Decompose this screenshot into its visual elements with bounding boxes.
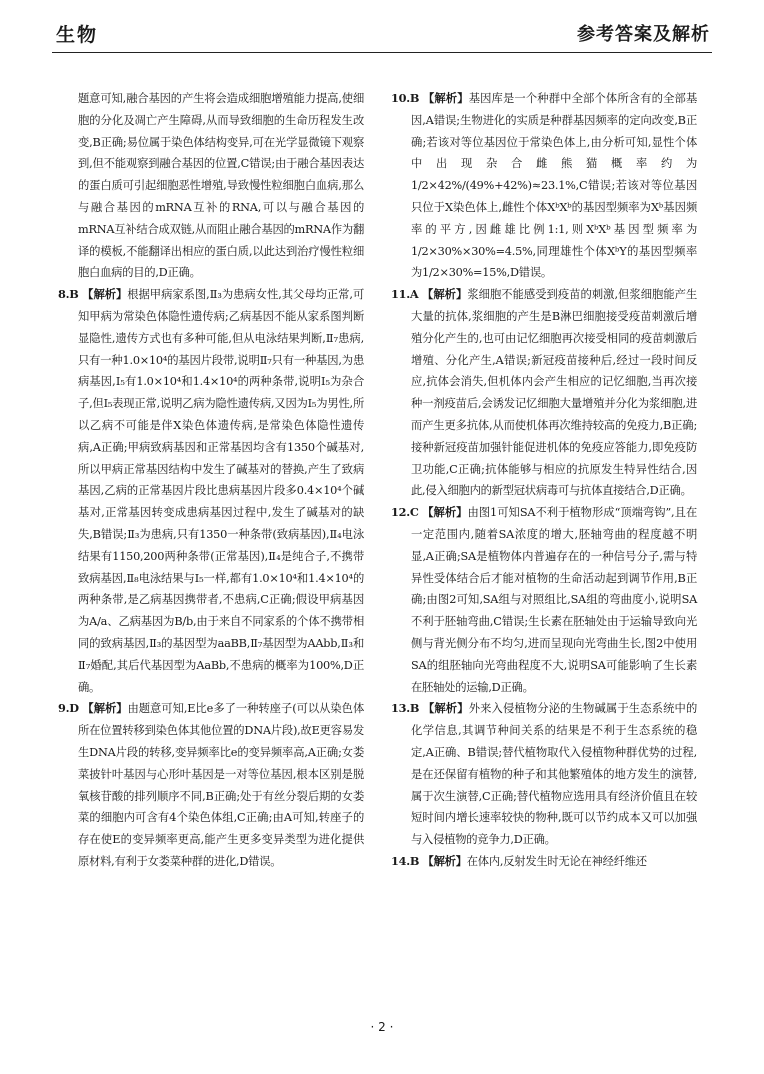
answer-item-10	[391, 88, 697, 284]
answer-number: 11.A	[391, 287, 419, 302]
analysis-tag: 【解析】	[82, 701, 128, 716]
answer-text: 在体内,反射发生时无论在神经纤维还	[466, 854, 647, 868]
answer-number: 8.B	[58, 287, 79, 302]
section-title: 参考答案及解析	[577, 24, 710, 45]
header-rule	[52, 52, 712, 53]
analysis-tag: 【解析】	[422, 287, 468, 302]
answer-text: 外来入侵植物分泌的生物碱属于生态系统中的化学信息,其调节种间关系的结果是不利于生态系统的稳定,A正确、B错误;替代植物取代入侵植物种群优势的过程,是在还保留有植物的种子和其他繁殖体的地方发生的演替,属于次生演替,C正确;替代植物应选用具有经济价值且在较短时间内增长速率较快的物种,既可以节约成本又可以加强与入侵植物的竞争力,D正确。	[411, 702, 697, 847]
answer-item-8	[58, 284, 364, 698]
analysis-tag: 【解析】	[422, 505, 468, 520]
answer-text: 浆细胞不能感受到疫苗的刺激,但浆细胞能产生大量的抗体,浆细胞的产生是B淋巴细胞接受疫苗刺激后增殖分化产生的,也可由记忆细胞再次接受相同的疫苗刺激后增殖、分化产生,A错误;新冠疫苗接种后,经过一段时间反应,抗体会消失,但机体内会产生相应的记忆细胞,当再次接种一剂疫苗后,会诱发记忆细胞大量增殖并分化为浆细胞,进而产生更多抗体,从而使机体再次维持较高的免疫力,B正确;接种新冠疫苗加强针能促进机体的免疫应答能力,即免疫防卫功能,C正确;抗体能够与相应的抗原发生特异性结合,因此,侵入细胞内的新型冠状病毒可与抗体直接结合,D正确。	[411, 288, 698, 498]
answer-number: 12.C	[391, 505, 419, 520]
analysis-tag: 【解析】	[422, 91, 469, 105]
left-column	[58, 88, 364, 873]
subject-title: 生物	[56, 24, 99, 46]
answer-text: 由图1可知SA不利于植物形成“顶端弯钩”,且在一定范围内,随着SA浓度的增大,胚轴弯曲的程度越不明显,A正确;SA是植物体内普遍存在的一种信号分子,需与特异性受体结合后才能对植物的生命活动起到调节作用,B正确;由图2可知,SA组与对照组比,SA组的弯曲度小,说明SA不利于胚轴弯曲,C错误;生长素在胚轴处由于运输导致向光侧与背光侧分布不均匀,进而呈现向光弯曲生长,图2中使用SA的组胚轴向光弯曲程度不大,说明SA可能影响了生长素在胚轴处的运输,D正确。	[411, 506, 697, 694]
answer-item-13	[391, 698, 697, 851]
answer-item-9	[58, 698, 364, 872]
answer-item-12	[391, 502, 697, 698]
answer-item-11	[391, 284, 697, 502]
right-column	[391, 88, 697, 873]
answer-item-14	[391, 851, 697, 873]
answer-text: 根据甲病家系图,Ⅱ₃为患病女性,其父母均正常,可知甲病为常染色体隐性遗传病;乙病基因不能从家系图判断显隐性,遗传方式也有多种可能,但从电泳结果判断,Ⅱ₇患病,只有一种1.0×10⁴的基因片段带,说明Ⅱ₇只有一种基因,为患病基因,Ⅰ₅有1.0×10⁴和1.4×10⁴的两种条带,说明Ⅰ₅为杂合子,但Ⅰ₅表现正常,说明乙病为隐性遗传病,又因为Ⅰ₅为男性,所以乙病不可能是伴X染色体遗传病,是常染色体隐性遗传病,A正确;甲病致病基因和正常基因均含有1350个碱基对,所以甲病正常基因结构中发生了碱基对的替换,产生了致病基因,乙病的正常基因片段比患病基因片段多0.4×10⁴个碱基对,正常基因转变成患病基因过程中,发生了碱基对的缺失,B错误;Ⅱ₃为患病,只有1350一种条带(致病基因),Ⅱ₄电泳结果有1150,200两种条带(正常基因),Ⅱ₄是纯合子,不携带致病基因,Ⅱ₈电泳结果与Ⅰ₅一样,都有1.0×10⁴和1.4×10⁴的两种条带,是乙病基因携带者,不患病,C正确;假设甲病基因为A/a、乙病基因为B/b,由于来自不同家系的个体不携带相同的致病基因,Ⅱ₃的基因型为aaBB,Ⅱ₇基因型为AAbb,Ⅱ₃和Ⅱ₇婚配,其后代基因型为AaBb,不患病的概率为100%,D正确。	[78, 288, 365, 694]
answer-number: 14.B	[391, 853, 420, 868]
answer-number: 9.D	[58, 701, 79, 716]
analysis-tag: 【解析】	[422, 701, 469, 716]
answer-number: 13.B	[391, 701, 420, 716]
page-number: · 2 ·	[370, 1020, 394, 1034]
answer-text: 基因库是一个种群中全部个体所含有的全部基因,A错误;生物进化的实质是种群基因频率的定向改变,B正确;若该对等位基因位于常染色体上,由分析可知,显性个体中出现杂合雌熊猫概率约为1/2×42%/(49%+42%)≈23.1%,C错误;若该对等位基因只位于X染色体上,雌性个体XᵇXᵇ的基因型频率为Xᵇ基因频率的平方,因雌雄比例1:1,则XᵇXᵇ基因型频率为1/2×30%×30%=4.5%,同理雄性个体XᵇY的基因型频率为1/2×30%=15%,D错误。	[411, 92, 697, 280]
analysis-tag: 【解析】	[82, 287, 128, 302]
answer-number: 10.B	[391, 91, 420, 105]
q7-continuation: 题意可知,融合基因的产生将会造成细胞增殖能力提高,使细胞的分化及凋亡产生障碍,从而导致细胞的生命历程发生改变,B正确;易位属于染色体结构变异,可在光学显微镜下观察到,但不能观察到融合基因的位置,C错误;由于融合基因表达的蛋白质可引起细胞恶性增殖,导致慢性粒细胞白血病,那么与融合基因的mRNA互补的RNA,可以与融合基因的mRNA互补结合成双链,从而阻止融合基因的mRNA作为翻译的模板,不能翻译出相应的蛋白质,以此达到治疗慢性粒细胞白血病的目的,D正确。	[78, 92, 364, 280]
analysis-tag: 【解析】	[422, 853, 467, 868]
page-header	[52, 16, 712, 56]
answer-text: 由题意可知,E比e多了一种转座子(可以从染色体所在位置转移到染色体其他位置的DNA片段),故E更容易发生DNA片段的转移,变异频率比e的变异频率高,A正确;女娄菜披针叶基因与心形叶基因是一对等位基因,根本区别是脱氧核苷酸的排列顺序不同,B正确;处于有丝分裂后期的女娄菜的细胞内可含有4个染色体组,C正确;由A可知,转座子的存在使E的变异频率更高,能产生更多变异类型为进化提供原材料,有利于女娄菜种群的进化,D错误。	[78, 702, 364, 868]
